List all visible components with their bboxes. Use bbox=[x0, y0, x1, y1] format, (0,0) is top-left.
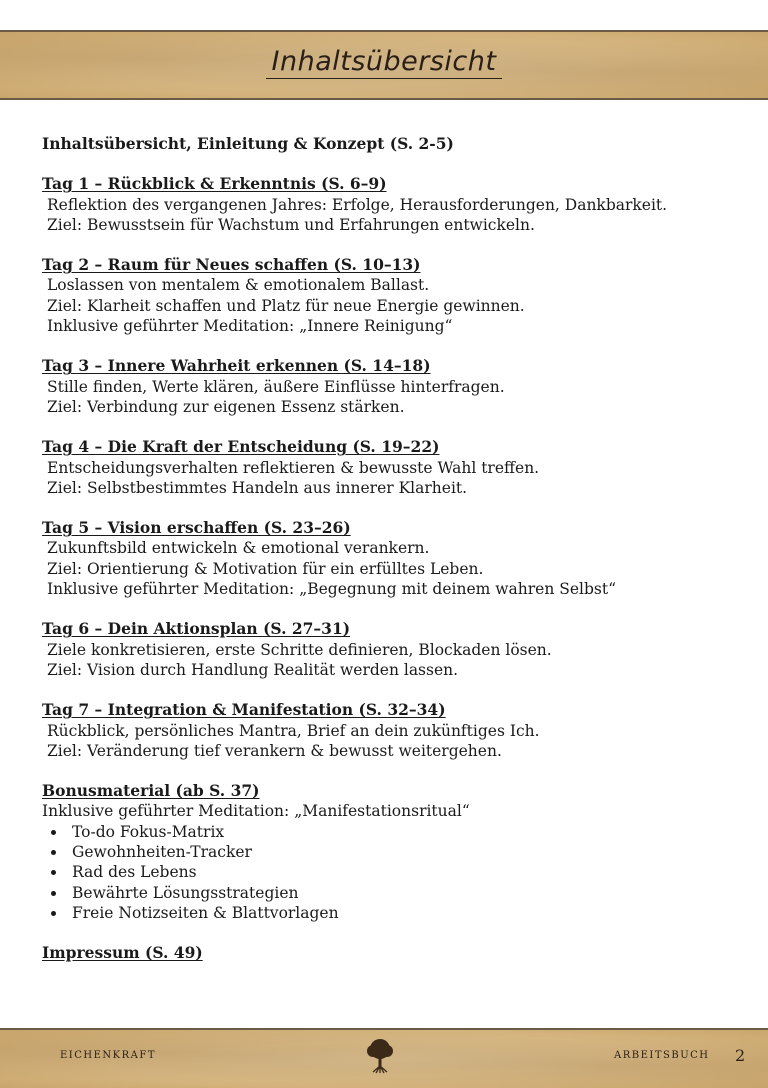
bonus-list bbox=[42, 822, 742, 923]
toc-section-day-7 bbox=[42, 700, 742, 761]
section-line: Entscheidungsverhalten reflektieren & bewusste Wahl treffen. bbox=[47, 458, 540, 477]
section-title[interactable]: Tag 3 – Innere Wahrheit erkennen (S. 14–18) bbox=[42, 356, 431, 376]
section-line: Ziel: Klarheit schaffen und Platz für neue Energie gewinnen. bbox=[47, 296, 525, 315]
section-line: Inklusive geführter Meditation: „Innere Reinigung“ bbox=[47, 317, 453, 336]
toc-section-day-5 bbox=[42, 518, 742, 599]
toc-section-day-1 bbox=[42, 174, 742, 235]
footer-label: ARBEITSBUCH bbox=[614, 1050, 710, 1061]
footer-brand: EICHENKRAFT bbox=[60, 1050, 157, 1061]
section-line: Loslassen von mentalem & emotionalem Ballast. bbox=[47, 276, 430, 295]
page-title: Inhaltsübersicht bbox=[0, 46, 768, 77]
list-item: Gewohnheiten-Tracker bbox=[72, 842, 742, 862]
section-line: Ziel: Bewusstsein für Wachstum und Erfahrungen entwickeln. bbox=[47, 215, 535, 234]
header-band bbox=[0, 30, 768, 100]
section-line: Inklusive geführter Meditation: „Manifestationsritual“ bbox=[42, 802, 470, 821]
section-line: Ziel: Vision durch Handlung Realität werden lassen. bbox=[47, 660, 459, 679]
toc-section-day-3 bbox=[42, 356, 742, 417]
impressum-entry[interactable]: Impressum (S. 49) bbox=[42, 943, 203, 963]
list-item: Freie Notizseiten & Blattvorlagen bbox=[72, 903, 742, 923]
section-line: Stille finden, Werte klären, äußere Einflüsse hinterfragen. bbox=[47, 377, 505, 396]
section-title[interactable]: Tag 2 – Raum für Neues schaffen (S. 10–13) bbox=[42, 255, 421, 275]
section-title[interactable]: Tag 1 – Rückblick & Erkenntnis (S. 6–9) bbox=[42, 174, 387, 194]
table-of-contents bbox=[42, 134, 742, 964]
section-title[interactable]: Tag 5 – Vision erschaffen (S. 23–26) bbox=[42, 518, 351, 538]
list-item: Rad des Lebens bbox=[72, 862, 742, 882]
oak-tree-icon bbox=[366, 1038, 394, 1074]
section-line: Ziel: Selbstbestimmtes Handeln aus innerer Klarheit. bbox=[47, 478, 468, 497]
section-line: Ziele konkretisieren, erste Schritte definieren, Blockaden lösen. bbox=[47, 640, 552, 659]
section-line: Ziel: Verbindung zur eigenen Essenz stärken. bbox=[47, 397, 405, 416]
section-title[interactable]: Tag 7 – Integration & Manifestation (S. 32–34) bbox=[42, 700, 446, 720]
toc-section-day-6 bbox=[42, 619, 742, 680]
list-item: Bewährte Lösungsstrategien bbox=[72, 883, 742, 903]
section-line: Rückblick, persönliches Mantra, Brief an dein zukünftiges Ich. bbox=[47, 721, 540, 740]
page-number: 2 bbox=[735, 1046, 746, 1065]
intro-entry: Inhaltsübersicht, Einleitung & Konzept (S. 2-5) bbox=[42, 134, 454, 153]
toc-section-day-2 bbox=[42, 255, 742, 336]
section-line: Inklusive geführter Meditation: „Begegnung mit deinem wahren Selbst“ bbox=[47, 580, 617, 599]
toc-section-bonus bbox=[42, 781, 742, 923]
footer-band bbox=[0, 1028, 768, 1088]
toc-section-day-4 bbox=[42, 437, 742, 498]
section-line: Zukunftsbild entwickeln & emotional verankern. bbox=[47, 539, 430, 558]
section-line: Ziel: Veränderung tief verankern & bewusst weitergehen. bbox=[47, 741, 502, 760]
section-title[interactable]: Tag 4 – Die Kraft der Entscheidung (S. 19–22) bbox=[42, 437, 440, 457]
list-item: To-do Fokus-Matrix bbox=[72, 822, 742, 842]
section-title[interactable]: Tag 6 – Dein Aktionsplan (S. 27–31) bbox=[42, 619, 351, 639]
section-title[interactable]: Bonusmaterial (ab S. 37) bbox=[42, 781, 260, 801]
section-line: Ziel: Orientierung & Motivation für ein erfülltes Leben. bbox=[47, 559, 484, 578]
section-line: Reflektion des vergangenen Jahres: Erfolge, Herausforderungen, Dankbarkeit. bbox=[47, 195, 668, 214]
